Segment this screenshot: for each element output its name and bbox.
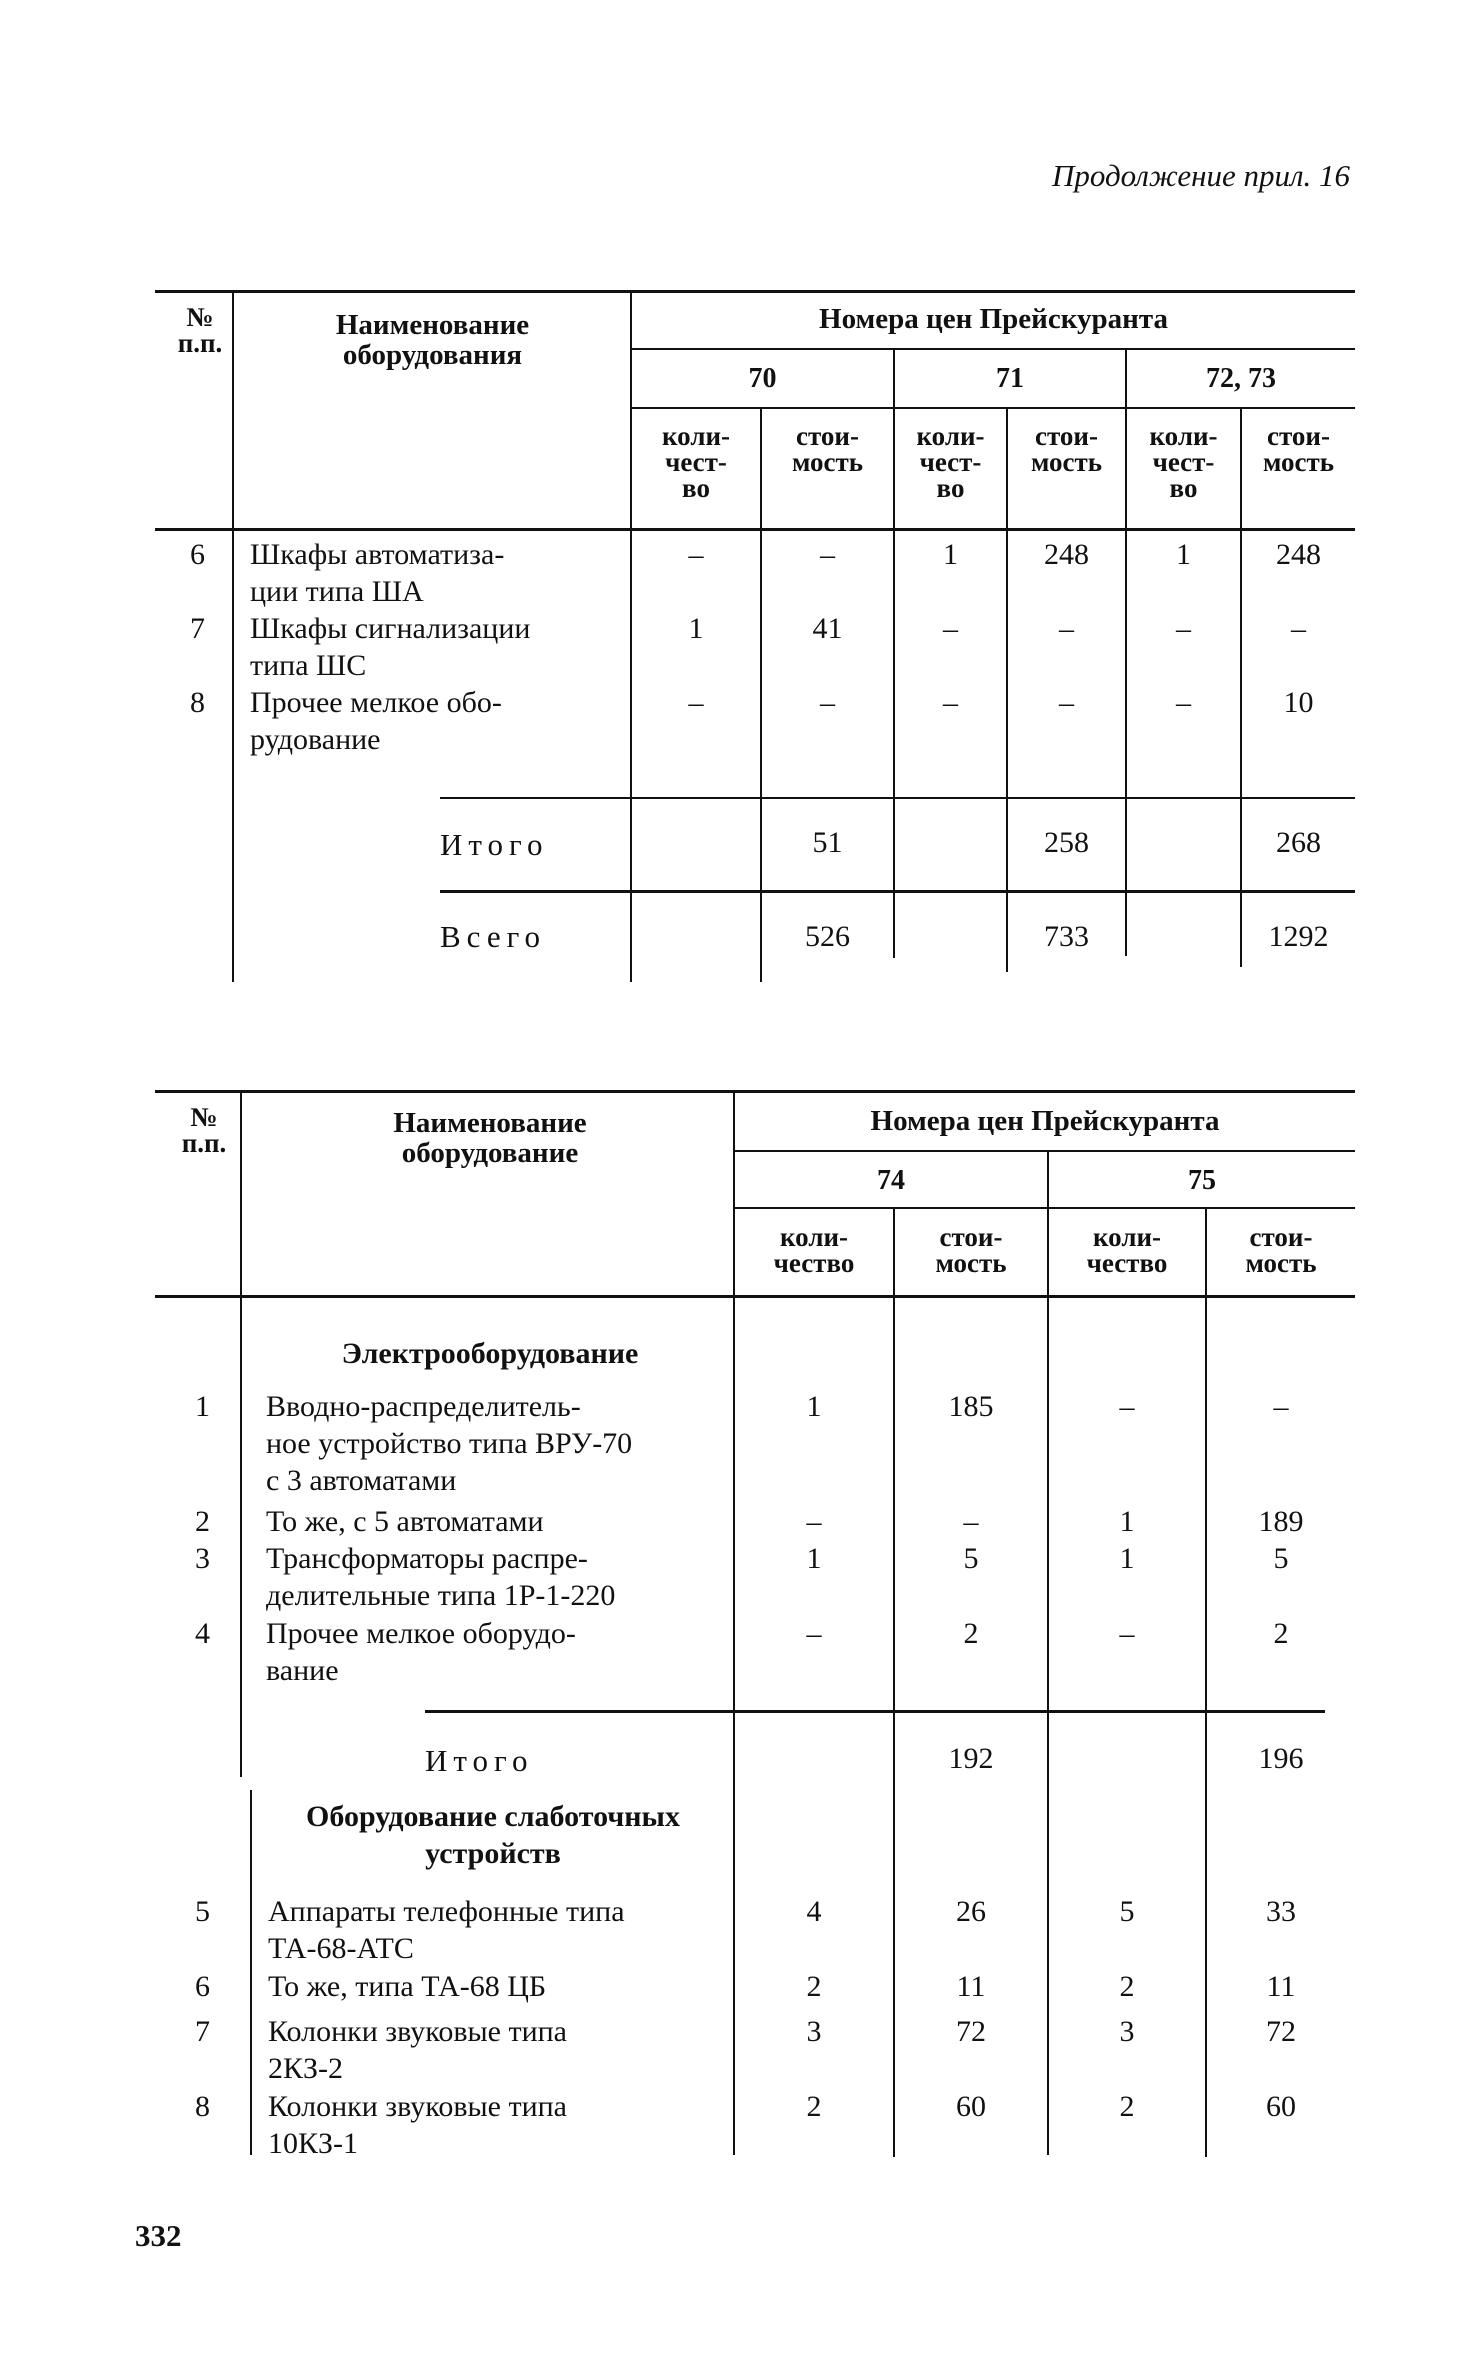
rule: [232, 292, 234, 982]
cell: 1: [1176, 538, 1191, 571]
row-name: Шкафы сигнализации типа ШС: [250, 612, 531, 682]
rule: [240, 1092, 242, 1777]
cell: 1: [688, 612, 704, 645]
sub-qty-header: коли- чество: [773, 1222, 855, 1278]
cell: 185: [948, 1390, 994, 1423]
row-no: 7: [190, 612, 205, 645]
rule: [630, 407, 1355, 409]
total-cell: 196: [1258, 1742, 1304, 1775]
cell: –: [820, 538, 835, 571]
grand-total-label: Всего: [440, 919, 547, 954]
row-no: 1: [195, 1390, 210, 1423]
cell: 5: [1273, 1542, 1289, 1575]
row-no: 8: [190, 686, 205, 719]
rule: [440, 797, 1355, 799]
section-title: Электрооборудование: [341, 1337, 639, 1370]
sub-cost-header: стои- мость: [935, 1222, 1007, 1278]
cell: 72: [956, 2015, 986, 2048]
cell: –: [1059, 686, 1074, 719]
cell: 2: [1119, 1970, 1135, 2003]
row-no: 5: [195, 1895, 210, 1928]
row-no: 7: [195, 2015, 210, 2048]
cell: 189: [1258, 1505, 1304, 1538]
cell: 248: [1044, 538, 1089, 571]
sub-cost-header: стои- мость: [791, 421, 864, 477]
cell: –: [1273, 1390, 1289, 1423]
rule: [733, 1207, 1355, 1209]
cell: –: [1119, 1390, 1135, 1423]
cell: 41: [812, 612, 843, 645]
group-70: 70: [748, 363, 777, 394]
total-cell: 268: [1276, 826, 1321, 859]
grand-total-cell: 1292: [1268, 920, 1329, 953]
cell: 1: [1119, 1542, 1135, 1575]
grand-total-cell: 526: [805, 920, 850, 953]
cell: –: [806, 1617, 822, 1650]
cell: –: [1176, 612, 1191, 645]
cell: 1: [943, 538, 958, 571]
cell: 10: [1283, 686, 1314, 719]
sub-qty-header: коли- чест- во: [916, 421, 985, 503]
cell: 60: [1266, 2090, 1296, 2123]
group-71: 71: [996, 363, 1024, 394]
cell: –: [943, 612, 958, 645]
cell: 5: [1119, 1895, 1135, 1928]
cell: 72: [1266, 2015, 1296, 2048]
section-title: Оборудование слаботочных устройств: [306, 1800, 680, 1870]
cell: 60: [956, 2090, 986, 2123]
cell: 11: [1266, 1970, 1296, 2003]
total-label: Итого: [425, 1743, 534, 1778]
row-no: 3: [195, 1542, 210, 1575]
cell: –: [1291, 612, 1306, 645]
cell: –: [688, 538, 704, 571]
col-name-header: Наименование оборудование: [393, 1107, 587, 1169]
total-label: Итого: [440, 827, 549, 862]
rule: [733, 1150, 1355, 1152]
rule: [425, 1710, 1325, 1713]
col-no-header: № п.п.: [181, 1102, 227, 1158]
rule: [440, 890, 1355, 893]
cell: 2: [963, 1617, 979, 1650]
cell: –: [806, 1505, 822, 1538]
cell: –: [963, 1505, 979, 1538]
cell: 33: [1266, 1895, 1296, 1928]
row-name: Прочее мелкое обо- рудование: [250, 686, 502, 756]
grand-total-cell: 733: [1044, 920, 1089, 953]
group-74: 74: [877, 1165, 905, 1196]
row-name: Колонки звуковые типа 2КЗ-2: [268, 2015, 567, 2085]
cell: –: [1176, 686, 1191, 719]
total-cell: 192: [948, 1742, 994, 1775]
total-cell: 51: [812, 826, 843, 859]
cell: 4: [806, 1895, 822, 1928]
row-name: То же, с 5 автоматами: [266, 1505, 544, 1538]
sub-cost-header: стои- мость: [1262, 421, 1335, 477]
rule: [155, 528, 1355, 531]
cell: 1: [1119, 1505, 1135, 1538]
cell: 3: [806, 2015, 822, 2048]
sub-qty-header: коли- чест- во: [661, 421, 731, 503]
sub-qty-header: коли- чест- во: [1149, 421, 1218, 503]
row-name: Колонки звуковые типа 10КЗ-1: [268, 2090, 567, 2160]
cell: 2: [1273, 1617, 1289, 1650]
cell: –: [1059, 612, 1074, 645]
col-no-header: № п.п.: [177, 302, 223, 358]
cell: 2: [806, 1970, 822, 2003]
cell: –: [1119, 1617, 1135, 1650]
total-cell: 258: [1044, 826, 1089, 859]
cell: 1: [806, 1542, 822, 1575]
rule: [155, 290, 1355, 293]
row-name: Вводно-распределитель- ное устройство типа ВРУ-70 с 3 автоматами: [266, 1390, 633, 1497]
cell: –: [820, 686, 835, 719]
rule: [250, 1790, 252, 2155]
group-title: Номера цен Прейскуранта: [870, 1105, 1220, 1137]
row-name: Аппараты телефонные типа ТА-68-АТС: [268, 1895, 625, 1965]
cell: –: [943, 686, 958, 719]
row-no: 4: [195, 1617, 210, 1650]
sub-cost-header: стои- мость: [1030, 421, 1103, 477]
row-no: 6: [195, 1970, 210, 2003]
page-header: Продолжение прил. 16: [1052, 158, 1350, 193]
group-72-73: 72, 73: [1206, 363, 1276, 394]
cell: 26: [956, 1895, 986, 1928]
col-name-header: Наименование оборудования: [335, 309, 530, 371]
cell: 2: [1119, 2090, 1135, 2123]
page-number: 332: [135, 2218, 182, 2253]
cell: 3: [1119, 2015, 1135, 2048]
cell: 2: [806, 2090, 822, 2123]
row-no: 8: [195, 2090, 210, 2123]
sub-cost-header: стои- мость: [1245, 1222, 1317, 1278]
cell: 248: [1276, 538, 1321, 571]
rule: [630, 348, 1355, 350]
rule: [155, 1295, 1355, 1298]
sub-qty-header: коли- чество: [1086, 1222, 1168, 1278]
cell: 11: [956, 1970, 986, 2003]
cell: 5: [963, 1542, 979, 1575]
row-name: Прочее мелкое оборудо- вание: [266, 1617, 576, 1687]
group-title: Номера цен Прейскуранта: [819, 303, 1168, 335]
group-75: 75: [1188, 1165, 1216, 1196]
rule: [155, 1090, 1355, 1093]
row-name: То же, типа ТА-68 ЦБ: [268, 1970, 547, 2003]
cell: –: [688, 686, 704, 719]
row-name: Шкафы автоматиза- ции типа ША: [250, 538, 505, 608]
cell: 1: [806, 1390, 822, 1423]
row-no: 2: [195, 1505, 210, 1538]
row-no: 6: [190, 538, 205, 571]
row-name: Трансформаторы распре- делительные типа 1Р-1-220: [266, 1542, 616, 1612]
